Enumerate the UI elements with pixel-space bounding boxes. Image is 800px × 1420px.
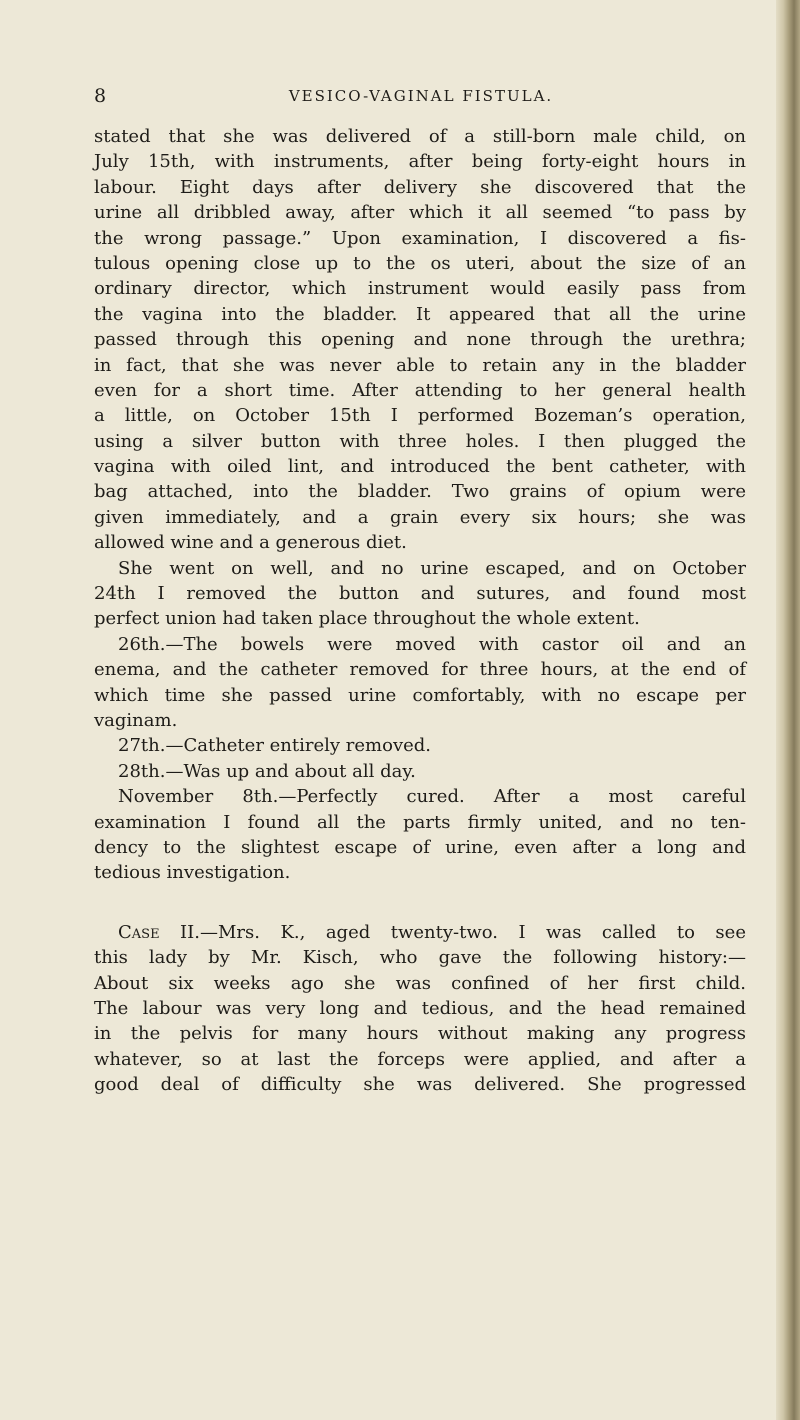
- text-line: dency to the slightest escape of urine, even after a long and: [94, 836, 746, 858]
- text-line: examination I found all the parts firmly united, and no ten-: [94, 811, 746, 833]
- text-line: ordinary director, which instrument would easily pass from: [94, 278, 746, 300]
- page-binding-edge: [776, 0, 800, 1420]
- text-line: bag attached, into the bladder. Two grains of opium were: [94, 481, 746, 503]
- text-line: July 15th, with instruments, after being forty-eight hours in: [94, 151, 746, 173]
- running-title: VESICO-VAGINAL FISTULA.: [288, 87, 554, 105]
- text-line: tulous opening close up to the os uteri, about the size of an: [94, 252, 746, 274]
- text-line: allowed wine and a generous diet.: [94, 532, 407, 554]
- text-line: even for a short time. After attending to her general health: [94, 379, 746, 401]
- text-line: a little, on October 15th I performed Bozeman’s operation,: [94, 405, 746, 427]
- page-header: [94, 80, 748, 112]
- text-line: the wrong passage.” Upon examination, I discovered a fis-: [94, 227, 746, 249]
- text-line: whatever, so at last the forceps were applied, and after a: [94, 1048, 746, 1070]
- text-line: which time she passed urine comfortably, with no escape per: [94, 684, 746, 706]
- text-line: given immediately, and a grain every six hours; she was: [94, 506, 746, 528]
- text-line: good deal of difficulty she was delivered. She progressed: [94, 1074, 746, 1096]
- text-line: the vagina into the bladder. It appeared that all the urine: [94, 303, 746, 325]
- text-line: November 8th.—Perfectly cured. After a most careful: [118, 786, 746, 808]
- case-heading-rest: —Mrs. K., aged twenty-two. I was called to see: [199, 921, 746, 943]
- body-text: [94, 124, 746, 1097]
- text-line: vagina with oiled lint, and introduced the bent catheter, with: [94, 456, 746, 478]
- text-line: perfect union had taken place throughout the whole extent.: [94, 608, 640, 630]
- text-line: using a silver button with three holes. I then plugged the: [94, 430, 746, 452]
- text-line: urine all dribbled away, after which it all seemed “to pass by: [94, 202, 746, 224]
- text-line: About six weeks ago she was confined of her first child.: [94, 972, 746, 994]
- page-number: 8: [94, 85, 107, 107]
- text-line: labour. Eight days after delivery she discovered that the: [94, 176, 746, 198]
- text-line: stated that she was delivered of a still-born male child, on: [94, 126, 746, 147]
- text-line: 27th.—Catheter entirely removed.: [118, 735, 432, 757]
- text-line: The labour was very long and tedious, and the head remained: [94, 997, 746, 1019]
- text-line: 24th I removed the button and sutures, and found most: [94, 583, 746, 605]
- text-line: in the pelvis for many hours without making any progress: [94, 1023, 746, 1045]
- text-line: tedious investigation.: [94, 862, 291, 884]
- section-gap: [94, 886, 746, 920]
- text-line: 26th.—The bowels were moved with castor oil and an: [118, 633, 746, 655]
- text-line: in fact, that she was never able to retain any in the bladder: [94, 354, 746, 376]
- text-line: passed through this opening and none through the urethra;: [94, 329, 746, 351]
- text-line: She went on well, and no urine escaped, and on October: [118, 557, 746, 579]
- case-heading: Case II.: [118, 921, 200, 943]
- text-line: enema, and the catheter removed for three hours, at the end of: [94, 659, 746, 681]
- text-line: this lady by Mr. Kisch, who gave the following history:—: [94, 947, 746, 969]
- text-line: 28th.—Was up and about all day.: [118, 760, 416, 782]
- text-line: vaginam.: [94, 709, 178, 731]
- case-heading-line: [94, 920, 746, 945]
